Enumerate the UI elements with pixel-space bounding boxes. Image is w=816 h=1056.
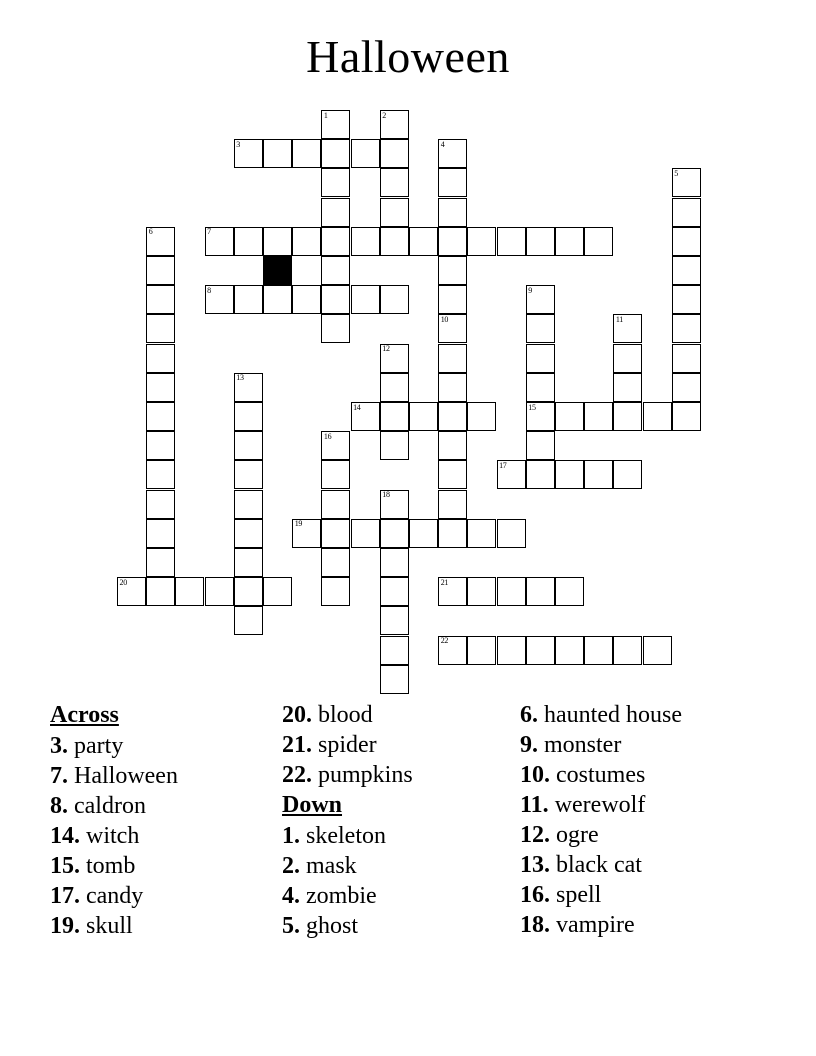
grid-cell[interactable] bbox=[467, 402, 496, 431]
down-clue-item[interactable] bbox=[282, 911, 480, 941]
grid-cell[interactable] bbox=[613, 402, 642, 431]
clue-number: 4. bbox=[282, 883, 300, 909]
down-clue-item[interactable] bbox=[520, 820, 816, 850]
grid-cell[interactable] bbox=[643, 636, 672, 665]
grid-cell-number: 18 bbox=[382, 490, 390, 500]
clue-number: 8. bbox=[50, 793, 68, 819]
grid-cell[interactable] bbox=[672, 256, 701, 285]
grid-cell[interactable] bbox=[234, 548, 263, 577]
grid-cell[interactable] bbox=[526, 227, 555, 256]
clue-number: 1. bbox=[282, 823, 300, 849]
clue-number: 17. bbox=[50, 883, 80, 909]
grid-cell[interactable] bbox=[380, 490, 409, 519]
grid-cell-number: 9 bbox=[528, 285, 532, 295]
grid-cell[interactable] bbox=[380, 168, 409, 197]
grid-block-cell bbox=[263, 256, 292, 285]
down-clue-item[interactable] bbox=[282, 881, 480, 911]
clue-number: 15. bbox=[50, 853, 80, 879]
grid-cell[interactable] bbox=[584, 460, 613, 489]
grid-cell[interactable] bbox=[438, 139, 467, 168]
grid-cell[interactable] bbox=[467, 227, 496, 256]
grid-cell-number: 4 bbox=[440, 139, 445, 149]
grid-cell[interactable] bbox=[146, 519, 175, 548]
clue-number: 21. bbox=[282, 732, 312, 758]
clue-text: skull bbox=[80, 913, 133, 939]
clue-text: monster bbox=[538, 732, 622, 758]
grid-cell[interactable] bbox=[146, 490, 175, 519]
grid-cell-number: 1 bbox=[323, 110, 328, 120]
grid-cell[interactable] bbox=[380, 402, 409, 431]
clue-text: candy bbox=[80, 883, 144, 909]
clue-text: vampire bbox=[550, 912, 635, 938]
grid-cell[interactable] bbox=[292, 139, 321, 168]
grid-cell[interactable] bbox=[321, 198, 350, 227]
down-clue-item[interactable] bbox=[520, 910, 816, 940]
grid-cell[interactable] bbox=[409, 402, 438, 431]
grid-cell[interactable] bbox=[146, 460, 175, 489]
grid-cell-number: 16 bbox=[323, 431, 332, 441]
grid-cell[interactable] bbox=[234, 139, 263, 168]
across-clue-item[interactable] bbox=[50, 821, 240, 851]
grid-cell[interactable] bbox=[380, 373, 409, 402]
clue-number: 20. bbox=[282, 702, 312, 728]
grid-cell[interactable] bbox=[351, 139, 380, 168]
grid-cell[interactable] bbox=[497, 577, 526, 606]
grid-cell[interactable] bbox=[175, 577, 204, 606]
clue-text: haunted house bbox=[538, 702, 682, 728]
grid-cell[interactable] bbox=[205, 227, 234, 256]
grid-cell[interactable] bbox=[321, 139, 350, 168]
grid-cell[interactable] bbox=[321, 548, 350, 577]
clue-text: black cat bbox=[550, 852, 642, 878]
clue-number: 3. bbox=[50, 733, 68, 759]
grid-cell[interactable] bbox=[146, 285, 175, 314]
grid-cell[interactable] bbox=[117, 577, 146, 606]
page-title: Halloween bbox=[306, 31, 510, 82]
down-clue-item[interactable] bbox=[520, 730, 816, 760]
clue-text: tomb bbox=[80, 853, 136, 879]
across-clue-item[interactable] bbox=[50, 911, 240, 941]
grid-cell[interactable] bbox=[438, 519, 467, 548]
grid-cell-number: 10 bbox=[440, 314, 449, 324]
grid-cell-number: 12 bbox=[382, 344, 390, 354]
grid-cell[interactable] bbox=[234, 227, 263, 256]
grid-cell[interactable] bbox=[438, 168, 467, 197]
grid-cell[interactable] bbox=[321, 256, 350, 285]
grid-cell[interactable] bbox=[526, 577, 555, 606]
grid-cell[interactable] bbox=[380, 285, 409, 314]
grid-cell[interactable] bbox=[584, 402, 613, 431]
grid-cell[interactable] bbox=[526, 460, 555, 489]
grid-cell[interactable] bbox=[438, 490, 467, 519]
grid-cell-number: 21 bbox=[440, 577, 449, 587]
grid-cell[interactable] bbox=[438, 577, 467, 606]
across-heading: Across bbox=[50, 702, 119, 728]
grid-cell-number: 19 bbox=[294, 519, 303, 529]
grid-cell[interactable] bbox=[321, 490, 350, 519]
grid-cell-number: 14 bbox=[353, 402, 361, 412]
grid-cell[interactable] bbox=[526, 402, 555, 431]
grid-cell[interactable] bbox=[526, 314, 555, 343]
grid-cell[interactable] bbox=[672, 344, 701, 373]
clue-number: 7. bbox=[50, 763, 68, 789]
grid-cell[interactable] bbox=[321, 110, 350, 139]
grid-cell[interactable] bbox=[380, 110, 409, 139]
grid-cell[interactable] bbox=[555, 460, 584, 489]
grid-cell[interactable] bbox=[234, 373, 263, 402]
across-clue-item[interactable] bbox=[282, 730, 480, 760]
grid-cell-number: 5 bbox=[674, 168, 678, 178]
grid-cell[interactable] bbox=[234, 606, 263, 635]
clue-column-3 bbox=[480, 700, 816, 940]
grid-cell[interactable] bbox=[438, 431, 467, 460]
grid-cell[interactable] bbox=[351, 402, 380, 431]
grid-cell[interactable] bbox=[321, 519, 350, 548]
grid-cell[interactable] bbox=[672, 314, 701, 343]
down-clue-item[interactable] bbox=[282, 851, 480, 881]
grid-cell[interactable] bbox=[380, 577, 409, 606]
grid-cell[interactable] bbox=[526, 373, 555, 402]
clue-text: witch bbox=[80, 823, 140, 849]
grid-cell[interactable] bbox=[526, 344, 555, 373]
grid-cell[interactable] bbox=[584, 227, 613, 256]
grid-cell[interactable] bbox=[438, 285, 467, 314]
grid-cell[interactable] bbox=[438, 314, 467, 343]
clue-number: 12. bbox=[520, 822, 550, 848]
across-clue-item[interactable] bbox=[50, 881, 240, 911]
grid-cell[interactable] bbox=[146, 548, 175, 577]
grid-cell[interactable] bbox=[409, 519, 438, 548]
grid-cell[interactable] bbox=[672, 402, 701, 431]
grid-cell[interactable] bbox=[263, 227, 292, 256]
clue-text: spell bbox=[550, 882, 602, 908]
clue-text: party bbox=[68, 733, 124, 759]
grid-cell[interactable] bbox=[380, 227, 409, 256]
grid-cell[interactable] bbox=[380, 198, 409, 227]
grid-cell-number: 2 bbox=[382, 110, 386, 120]
clue-text: pumpkins bbox=[312, 762, 413, 788]
grid-cell[interactable] bbox=[672, 285, 701, 314]
grid-cell[interactable] bbox=[351, 227, 380, 256]
grid-cell[interactable] bbox=[555, 636, 584, 665]
grid-cell[interactable] bbox=[205, 577, 234, 606]
grid-cell[interactable] bbox=[263, 139, 292, 168]
grid-cell[interactable] bbox=[467, 636, 496, 665]
clue-text: skeleton bbox=[300, 823, 386, 849]
grid-cell[interactable] bbox=[643, 402, 672, 431]
clue-text: werewolf bbox=[548, 792, 646, 818]
grid-cell[interactable] bbox=[497, 227, 526, 256]
grid-cell[interactable] bbox=[263, 285, 292, 314]
across-clue-item[interactable] bbox=[50, 851, 240, 881]
grid-cell[interactable] bbox=[438, 460, 467, 489]
down-clue-item[interactable] bbox=[520, 850, 816, 880]
grid-cell[interactable] bbox=[380, 519, 409, 548]
grid-cell[interactable] bbox=[321, 227, 350, 256]
grid-cell[interactable] bbox=[234, 519, 263, 548]
grid-cell[interactable] bbox=[205, 285, 234, 314]
grid-cell[interactable] bbox=[234, 460, 263, 489]
grid-cell-number: 13 bbox=[236, 373, 244, 383]
grid-cell[interactable] bbox=[613, 636, 642, 665]
down-clue-item[interactable] bbox=[282, 821, 480, 851]
grid-cell[interactable] bbox=[438, 256, 467, 285]
clue-text: ogre bbox=[550, 822, 599, 848]
grid-cell[interactable] bbox=[526, 431, 555, 460]
down-clue-item[interactable] bbox=[520, 790, 816, 820]
grid-cell[interactable] bbox=[467, 519, 496, 548]
grid-cell[interactable] bbox=[146, 314, 175, 343]
grid-cell[interactable] bbox=[380, 606, 409, 635]
grid-cell[interactable] bbox=[555, 227, 584, 256]
grid-cell[interactable] bbox=[438, 198, 467, 227]
clue-column-1 bbox=[0, 700, 240, 941]
clue-number: 14. bbox=[50, 823, 80, 849]
grid-cell[interactable] bbox=[613, 344, 642, 373]
grid-cell-number: 17 bbox=[499, 460, 507, 470]
grid-cell-number: 8 bbox=[207, 285, 211, 295]
clue-number: 9. bbox=[520, 732, 538, 758]
grid-cell[interactable] bbox=[497, 636, 526, 665]
grid-cell[interactable] bbox=[146, 227, 175, 256]
grid-cell[interactable] bbox=[380, 636, 409, 665]
grid-cell[interactable] bbox=[555, 402, 584, 431]
clue-text: mask bbox=[300, 853, 357, 879]
down-clue-item[interactable] bbox=[520, 760, 816, 790]
grid-cell[interactable] bbox=[263, 577, 292, 606]
grid-cell[interactable] bbox=[146, 344, 175, 373]
grid-cell-number: 15 bbox=[528, 402, 536, 412]
grid-cell[interactable] bbox=[672, 227, 701, 256]
clue-lists bbox=[0, 700, 816, 941]
grid-cell[interactable] bbox=[438, 373, 467, 402]
grid-cell[interactable] bbox=[146, 402, 175, 431]
grid-cell[interactable] bbox=[584, 636, 613, 665]
grid-cell[interactable] bbox=[321, 431, 350, 460]
grid-cell-number: 11 bbox=[615, 314, 623, 324]
grid-cell[interactable] bbox=[321, 285, 350, 314]
grid-cell[interactable] bbox=[526, 285, 555, 314]
clue-number: 5. bbox=[282, 913, 300, 939]
grid-cell[interactable] bbox=[555, 577, 584, 606]
clue-number: 6. bbox=[520, 702, 538, 728]
grid-cell[interactable] bbox=[321, 168, 350, 197]
grid-cell[interactable] bbox=[321, 314, 350, 343]
grid-cell[interactable] bbox=[380, 344, 409, 373]
grid-cell[interactable] bbox=[526, 636, 555, 665]
grid-cell[interactable] bbox=[292, 519, 321, 548]
grid-cell[interactable] bbox=[234, 490, 263, 519]
grid-cell[interactable] bbox=[438, 636, 467, 665]
clue-column-2 bbox=[240, 700, 480, 941]
clue-number: 11. bbox=[520, 792, 549, 818]
clue-number: 19. bbox=[50, 913, 80, 939]
clue-number: 13. bbox=[520, 852, 550, 878]
across-clue-item[interactable] bbox=[282, 760, 480, 790]
grid-cell[interactable] bbox=[146, 431, 175, 460]
clue-number: 2. bbox=[282, 853, 300, 879]
grid-cell[interactable] bbox=[351, 519, 380, 548]
grid-cell-number: 20 bbox=[119, 577, 127, 587]
grid-cell-number: 22 bbox=[440, 636, 449, 646]
across-clue-item[interactable] bbox=[50, 791, 240, 821]
clue-number: 16. bbox=[520, 882, 550, 908]
grid-cell[interactable] bbox=[672, 168, 701, 197]
grid-cell[interactable] bbox=[613, 373, 642, 402]
grid-cell[interactable] bbox=[321, 460, 350, 489]
clue-text: costumes bbox=[550, 762, 646, 788]
down-heading: Down bbox=[282, 792, 343, 818]
grid-cell-number: 7 bbox=[207, 227, 211, 237]
grid-cell[interactable] bbox=[321, 577, 350, 606]
grid-cell[interactable] bbox=[234, 431, 263, 460]
clue-text: ghost bbox=[300, 913, 359, 939]
clue-number: 10. bbox=[520, 762, 550, 788]
grid-cell[interactable] bbox=[467, 577, 496, 606]
grid-cell[interactable] bbox=[234, 285, 263, 314]
grid-cell[interactable] bbox=[497, 460, 526, 489]
clue-text: zombie bbox=[300, 883, 377, 909]
grid-cell[interactable] bbox=[380, 431, 409, 460]
down-clue-item[interactable] bbox=[520, 700, 816, 730]
grid-cell[interactable] bbox=[146, 256, 175, 285]
grid-cell[interactable] bbox=[613, 460, 642, 489]
grid-cell[interactable] bbox=[438, 344, 467, 373]
clue-text: Halloween bbox=[68, 763, 178, 789]
clue-text: caldron bbox=[68, 793, 146, 819]
across-clue-item[interactable] bbox=[282, 700, 480, 730]
grid-cell[interactable] bbox=[292, 227, 321, 256]
grid-cell[interactable] bbox=[672, 373, 701, 402]
grid-cell[interactable] bbox=[380, 665, 409, 694]
clue-number: 18. bbox=[520, 912, 550, 938]
grid-cell[interactable] bbox=[497, 519, 526, 548]
grid-cell-number: 3 bbox=[236, 139, 240, 149]
grid-cell[interactable] bbox=[234, 402, 263, 431]
grid-cell[interactable] bbox=[438, 402, 467, 431]
grid-cell[interactable] bbox=[234, 577, 263, 606]
grid-cell[interactable] bbox=[351, 285, 380, 314]
grid-cell[interactable] bbox=[146, 577, 175, 606]
grid-cell[interactable] bbox=[146, 373, 175, 402]
down-clue-item[interactable] bbox=[520, 880, 816, 910]
clue-number: 22. bbox=[282, 762, 312, 788]
grid-cell[interactable] bbox=[380, 139, 409, 168]
grid-cell[interactable] bbox=[380, 548, 409, 577]
clue-text: spider bbox=[312, 732, 377, 758]
clue-text: blood bbox=[312, 702, 373, 728]
across-clue-item[interactable] bbox=[50, 731, 240, 761]
grid-cell-number: 6 bbox=[148, 227, 153, 237]
grid-cell[interactable] bbox=[613, 314, 642, 343]
grid-cell[interactable] bbox=[409, 227, 438, 256]
grid-cell[interactable] bbox=[292, 285, 321, 314]
grid-cell[interactable] bbox=[672, 198, 701, 227]
across-clue-item[interactable] bbox=[50, 761, 240, 791]
grid-cell[interactable] bbox=[438, 227, 467, 256]
